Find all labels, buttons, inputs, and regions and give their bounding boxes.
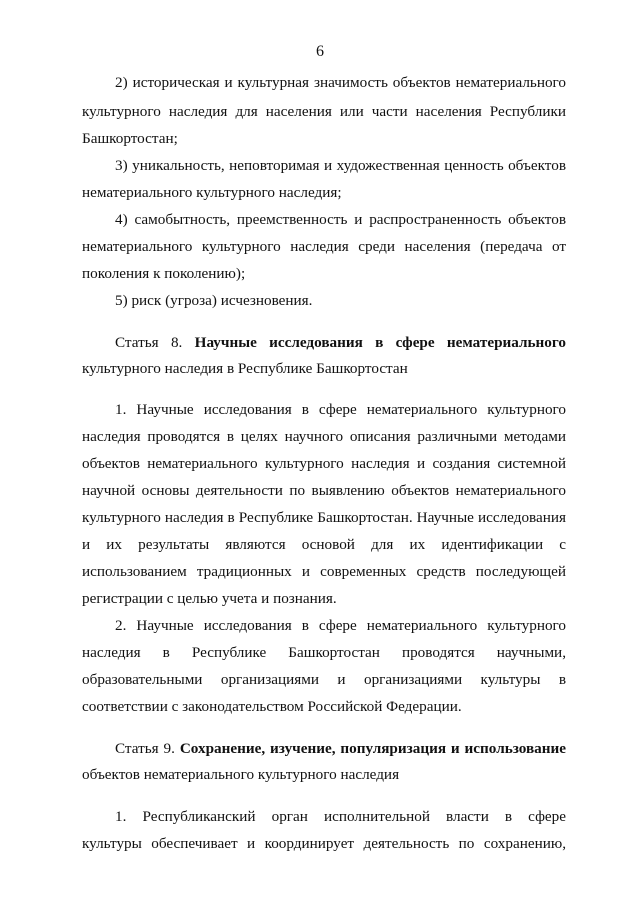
text-line: 3) уникальность, неповторимая и художественная ценность объектов	[115, 157, 566, 174]
text-line: 2. Научные исследования в сфере нематериального культурного	[115, 617, 566, 634]
text-line: образовательными организациями и организациями культуры в	[82, 671, 566, 688]
text-line: нематериального культурного наследия;	[82, 184, 342, 201]
article-number: Статья 9.	[115, 740, 175, 757]
text-line: 5) риск (угроза) исчезновения.	[115, 292, 313, 309]
text-line: поколения к поколению);	[82, 265, 246, 282]
text-line: наследия в Республике Башкортостан проводятся научными,	[82, 644, 566, 661]
page-number: 6	[316, 43, 324, 60]
text-line: 1. Республиканский орган исполнительной власти в сфере	[115, 808, 566, 825]
text-line: соответствии с законодательством Российской Федерации.	[82, 698, 462, 715]
text-line: наследия проводятся в целях научного описания различными методами	[82, 428, 566, 445]
text-line: научной основы деятельности по выявлению объектов нематериального	[82, 482, 566, 499]
article-heading	[115, 332, 566, 354]
text-line: использованием традиционных и современных средств последующей	[82, 563, 566, 580]
text-line: Башкортостан;	[82, 130, 178, 147]
text-line: культурного наследия для населения или части населения Республики	[82, 103, 566, 120]
text-line: регистрации с целью учета и познания.	[82, 590, 337, 607]
text-line: 4) самобытность, преемственность и распространенность объектов	[115, 211, 566, 228]
article-number: Статья 8.	[115, 334, 183, 351]
article-heading	[115, 738, 566, 760]
article-title: объектов нематериального культурного наследия	[82, 766, 400, 783]
text-line: нематериального культурного наследия среди населения (передача от	[82, 238, 566, 255]
text-line: и их результаты являются основой для их идентификации с	[82, 536, 566, 553]
article-title: Научные исследования в сфере нематериального	[194, 334, 566, 351]
text-line: 2) историческая и культурная значимость объектов нематериального	[115, 74, 566, 91]
article-title: культурного наследия в Республике Башкортостан	[82, 360, 408, 377]
text-line: 1. Научные исследования в сфере нематериального культурного	[115, 401, 566, 418]
text-line: объектов нематериального культурного наследия и создания системной	[82, 455, 566, 472]
text-line: культуры обеспечивает и координирует деятельность по сохранению,	[82, 835, 566, 852]
text-line: культурного наследия в Республике Башкортостан. Научные исследования	[82, 509, 566, 526]
article-title: Сохранение, изучение, популяризация и использование	[179, 740, 567, 757]
